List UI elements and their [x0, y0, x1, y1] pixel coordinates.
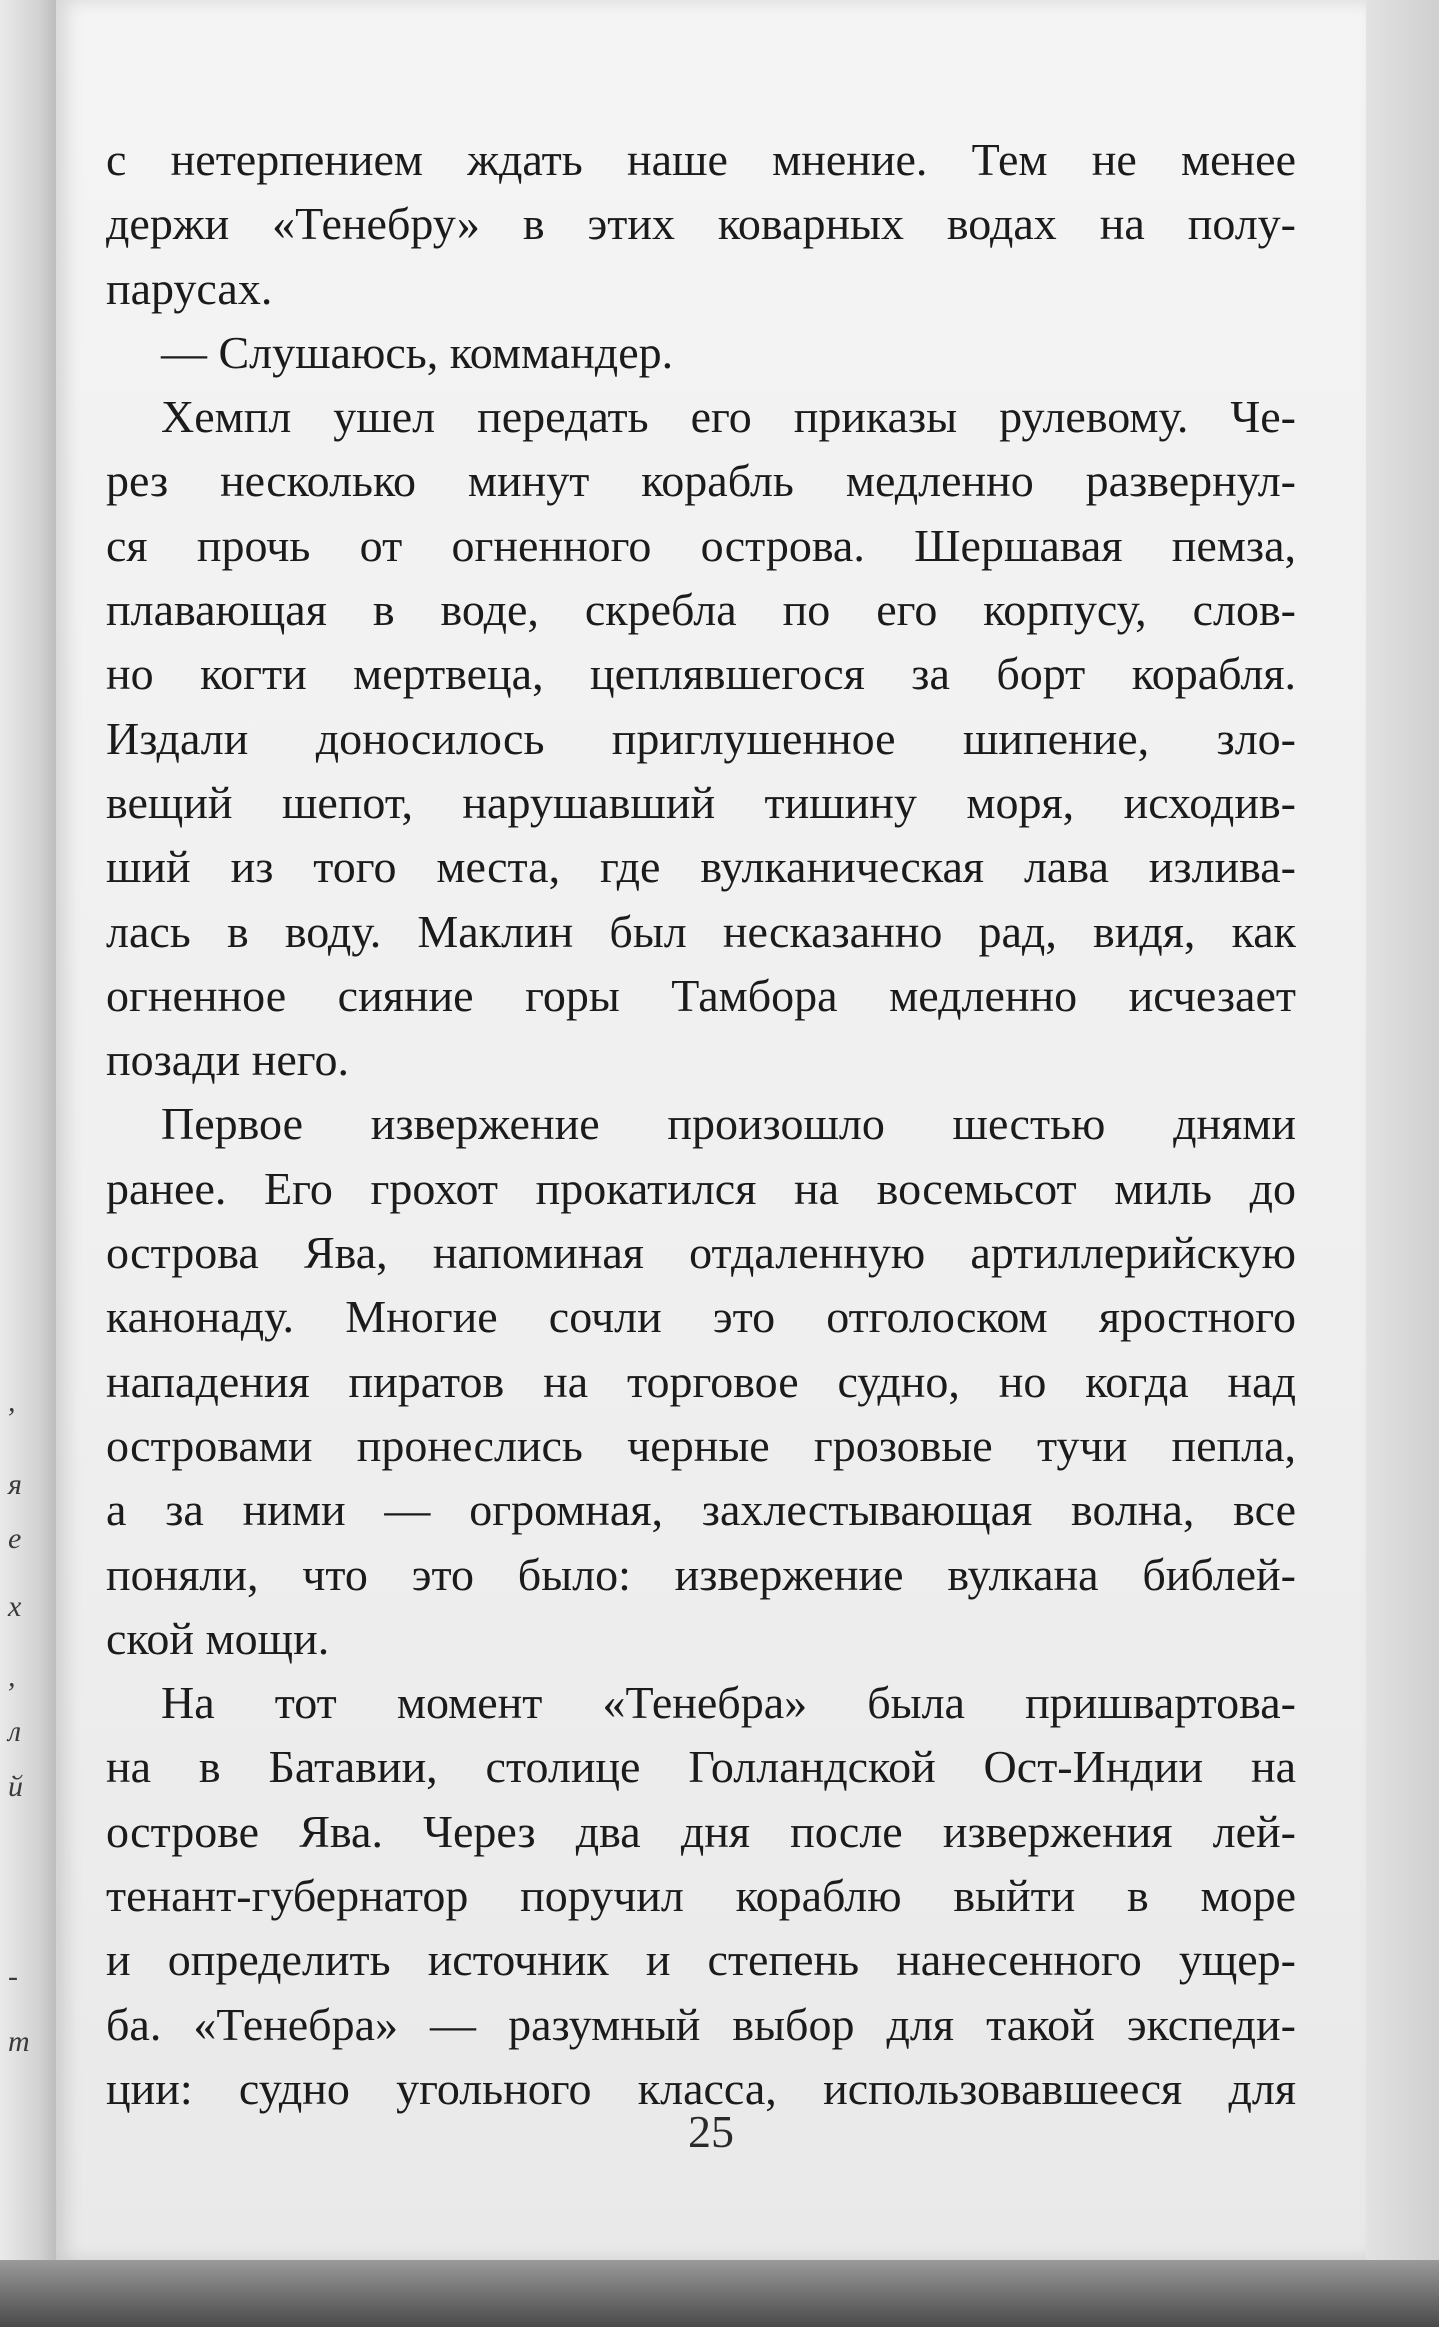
text-line: на в Батавии, столице Голландской Ост-Индии на — [106, 1741, 1296, 1793]
text-line: а за ними — огромная, захлестывающая волна, все — [106, 1484, 1296, 1536]
text-line: Издали доносилось приглушенное шипение, зло- — [106, 712, 1296, 764]
text-line: но когти мертвеца, цеплявшегося за борт корабля. — [106, 648, 1296, 700]
text-line: лась в воду. Маклин был несказанно рад, видя, как — [106, 905, 1296, 957]
text-line: тенант-губернатор поручил кораблю выйти в море — [106, 1870, 1296, 1922]
edge-fragment: - — [8, 1960, 18, 1993]
text-line: ший из того места, где вулканическая лава излива- — [106, 841, 1296, 893]
book-page — [56, 0, 1366, 2260]
edge-fragment: т — [8, 2025, 30, 2058]
page-body-text — [56, 128, 1316, 2121]
edge-fragment: х — [8, 1590, 22, 1623]
text-line: На тот момент «Тенебра» была пришвартова- — [161, 1677, 1296, 1729]
text-line: держи «Тенебру» в этих коварных водах на полу- — [106, 198, 1296, 250]
edge-fragment: , — [8, 1385, 16, 1418]
page-bottom-shadow — [0, 2260, 1439, 2327]
text-line: ции: судно угольного класса, использовавшееся для — [106, 2062, 1296, 2114]
text-line: позади него. — [106, 1034, 349, 1086]
text-line: с нетерпением ждать наше мнение. Тем не менее — [106, 134, 1296, 185]
edge-fragment: й — [8, 1770, 23, 1803]
edge-fragment: я — [8, 1468, 22, 1501]
text-line: поняли, что это было: извержение вулкана библей- — [106, 1548, 1296, 1600]
text-line: Хемпл ушел передать его приказы рулевому. Че- — [161, 391, 1296, 443]
text-line: парусах. — [106, 262, 273, 314]
text-line: острова Ява, напоминая отдаленную артиллерийскую — [106, 1227, 1296, 1279]
text-line: плавающая в воде, скребла по его корпусу, слов- — [106, 584, 1296, 636]
text-line: нападения пиратов на торговое судно, но когда над — [106, 1355, 1296, 1407]
edge-fragment: е — [8, 1522, 22, 1555]
text-line: огненное сияние горы Тамбора медленно исчезает — [106, 969, 1296, 1021]
text-line: ской мощи. — [106, 1612, 330, 1664]
book-spine — [0, 0, 56, 2327]
text-line: и определить источник и степень нанесенного ущер- — [106, 1934, 1296, 1986]
page-right-shadow — [1366, 0, 1439, 2260]
edge-fragment: л — [8, 1715, 22, 1748]
text-line: ся прочь от огненного острова. Шершавая пемза, — [106, 519, 1296, 571]
text-line: Первое извержение произошло шестью днями — [161, 1098, 1296, 1150]
text-line: островами пронеслись черные грозовые тучи пепла, — [106, 1419, 1296, 1471]
text-line: ранее. Его грохот прокатился на восемьсот миль до — [106, 1162, 1296, 1214]
text-line: вещий шепот, нарушавший тишину моря, исходив- — [106, 776, 1296, 828]
text-line: острове Ява. Через два дня после извержения лей- — [106, 1805, 1296, 1857]
edge-fragment: , — [8, 1660, 16, 1693]
text-line: — Слушаюсь, коммандер. — [161, 326, 674, 378]
page-number: 25 — [688, 2106, 734, 2157]
text-line: ба. «Тенебра» — разумный выбор для такой экспеди- — [106, 1998, 1296, 2050]
text-line: канонаду. Многие сочли это отголоском яростного — [106, 1291, 1296, 1343]
text-line: рез несколько минут корабль медленно развернул- — [106, 455, 1296, 507]
